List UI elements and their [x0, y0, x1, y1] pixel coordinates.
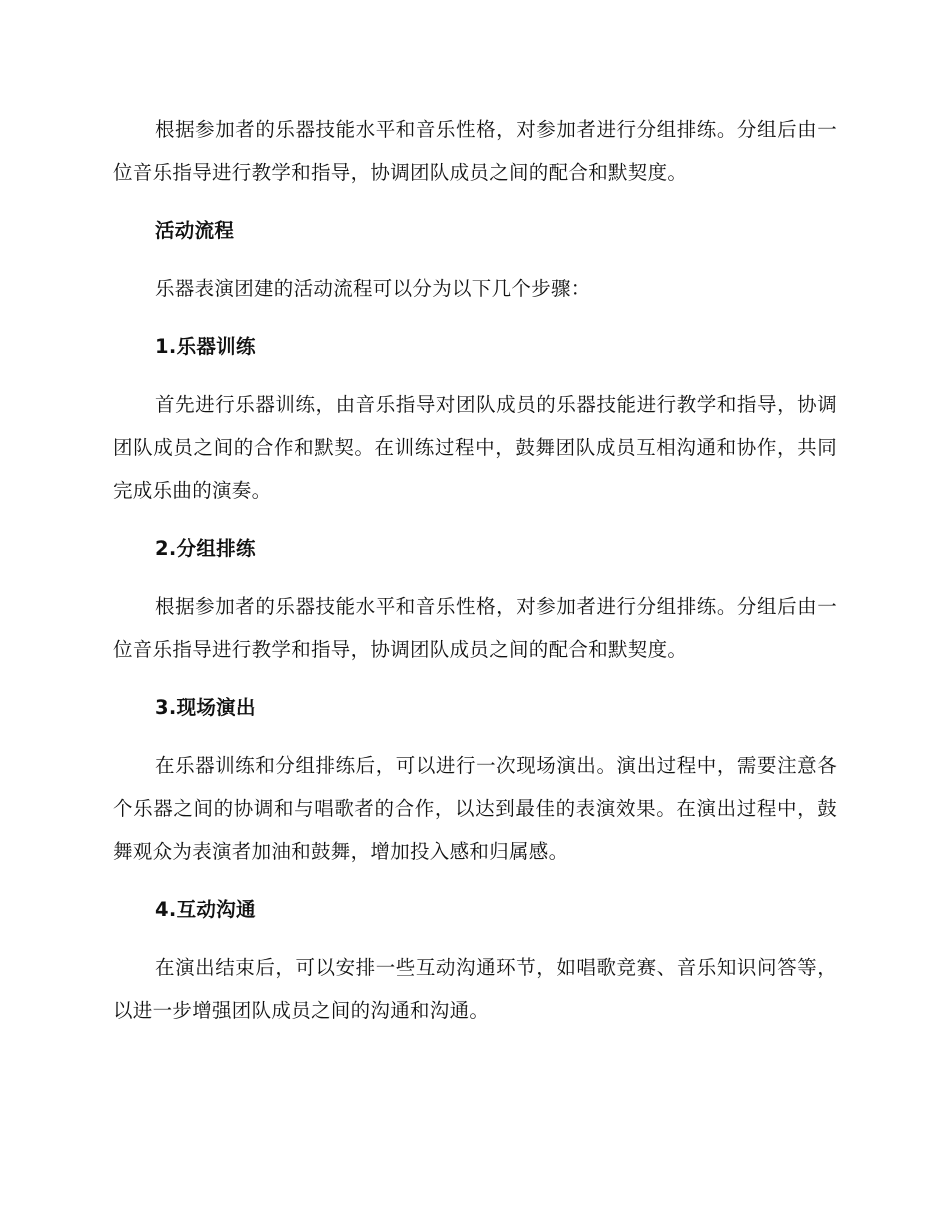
paragraph-group-rehearsal-intro: 根据参加者的乐器技能水平和音乐性格，对参加者进行分组排练。分组后由一位音乐指导进行教学和指导，协调团队成员之间的配合和默契度。: [113, 118, 837, 184]
heading-activity-process: 活动流程: [155, 219, 235, 242]
paragraph-process-overview: 乐器表演团建的活动流程可以分为以下几个步骤：: [155, 277, 591, 300]
document-body: [113, 108, 837, 1047]
heading-step-1: 1.乐器训练: [155, 335, 256, 358]
heading-step-3: 3.现场演出: [155, 696, 256, 719]
paragraph-step-2: 根据参加者的乐器技能水平和音乐性格，对参加者进行分组排练。分组后由一位音乐指导进行教学和指导，协调团队成员之间的配合和默契度。: [113, 595, 837, 661]
heading-step-4: 4.互动沟通: [155, 898, 256, 921]
paragraph-step-1: 首先进行乐器训练，由音乐指导对团队成员的乐器技能进行教学和指导，协调团队成员之间的合作和默契。在训练过程中，鼓舞团队成员互相沟通和协作，共同完成乐曲的演奏。: [113, 393, 837, 502]
paragraph-step-4: 在演出结束后，可以安排一些互动沟通环节，如唱歌竞赛、音乐知识问答等，以进一步增强团队成员之间的沟通和沟通。: [113, 956, 837, 1022]
paragraph-step-3: 在乐器训练和分组排练后，可以进行一次现场演出。演出过程中，需要注意各个乐器之间的协调和与唱歌者的合作，以达到最佳的表演效果。在演出过程中，鼓舞观众为表演者加油和鼓舞，增加投入感和归属感。: [113, 754, 837, 863]
heading-step-2: 2.分组排练: [155, 537, 256, 560]
